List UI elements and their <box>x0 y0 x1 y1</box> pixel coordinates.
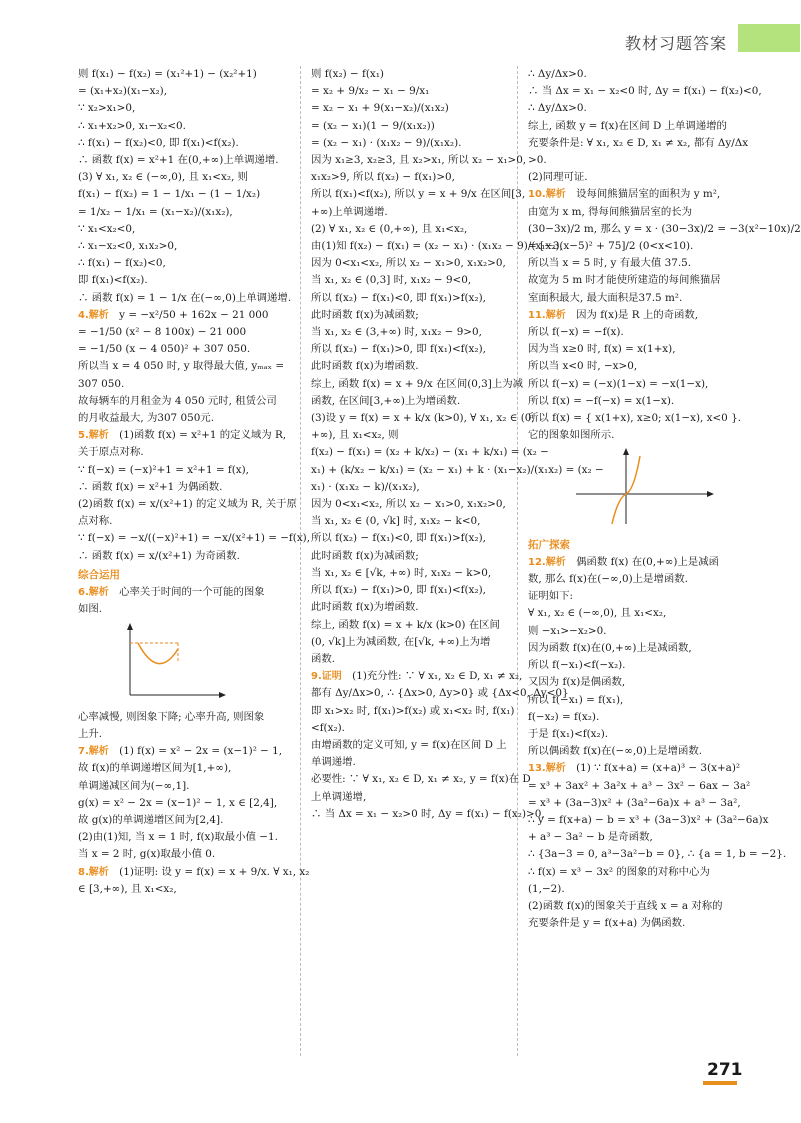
text-line <box>528 898 740 915</box>
text-line <box>78 410 288 427</box>
text-line <box>528 221 801 238</box>
text-line <box>528 83 762 100</box>
text-line <box>78 548 288 565</box>
line-text: 即 f(x₁)<f(x₂). <box>78 274 148 287</box>
page-number: 271 <box>707 1060 743 1080</box>
question-label: 7.解析 <box>78 746 109 758</box>
text-line <box>528 118 740 135</box>
text-line <box>311 135 521 152</box>
line-text: 则 −x₁>−x₂>0. <box>528 624 607 637</box>
odd-function-figure-svg <box>568 446 718 526</box>
text-line <box>528 135 749 152</box>
question-line <box>78 307 288 324</box>
line-text: (1)充分性: ∵ ∀ x₁, x₂ ∈ D, x₁ ≠ x₂, <box>352 670 523 683</box>
line-text: 因为 0<x₁<x₂, 所以 x₂ − x₁>0, x₁x₂>0, <box>311 498 506 511</box>
text-line <box>528 66 740 83</box>
question-label: 13.解析 <box>528 763 566 775</box>
line-text: f(x₂) − f(x₁) = (x₂ + k/x₂) − (x₁ + k/x₁) = (x₂ − <box>311 446 549 459</box>
text-line <box>311 152 527 169</box>
text-line <box>78 881 288 898</box>
line-text: 证明如下: <box>528 590 574 603</box>
question-line <box>528 186 740 203</box>
text-line <box>311 651 521 668</box>
line-text: ∴ 函数 f(x) = x²+1 在(0,+∞)上单调递增. <box>78 154 279 167</box>
page-number-underline <box>703 1081 737 1085</box>
text-line <box>311 634 521 651</box>
text-line <box>78 513 288 530</box>
text-line <box>528 204 740 221</box>
line-text: = 1/x₂ − 1/x₁ = (x₁−x₂)/(x₁x₂), <box>78 205 233 218</box>
line-text: ∴ Δy/Δx>0. <box>528 102 587 115</box>
line-text: 它的图象如图所示. <box>528 429 615 442</box>
question-label: 5.解析 <box>78 430 109 442</box>
text-line <box>78 709 288 726</box>
line-text: 则 f(x₂) − f(x₁) <box>311 68 384 80</box>
line-text: 综上, 函数 y = f(x)在区间 D 上单调递增的 <box>528 119 727 132</box>
text-line <box>78 100 288 117</box>
text-line <box>528 152 740 169</box>
text-line <box>311 324 521 341</box>
text-line <box>528 829 740 846</box>
line-text: 此时函数 f(x)为减函数; <box>311 549 419 562</box>
line-text: +∞)上单调递增. <box>311 205 388 218</box>
line-text: = x³ + 3ax² + 3a²x + a³ − 3x² − 6ax − 3a² <box>528 779 751 792</box>
line-text: = x³ + (3a−3)x² + (3a²−6a)x + a³ − 3a², <box>528 796 741 809</box>
line-text: 综上, 函数 f(x) = x + 9/x 在区间(0,3]上为减 <box>311 377 524 390</box>
line-text: (3)设 y = f(x) = x + k/x (k>0), ∀ x₁, x₂ ∈ (0, <box>311 412 535 425</box>
column-divider-left <box>300 66 301 1056</box>
text-line <box>311 462 604 479</box>
line-text: 因为 f(x)是 R 上的奇函数, <box>576 308 699 321</box>
line-text: <f(x₂). <box>311 721 345 734</box>
line-text: 所以 f(x₂) − f(x₁)<0, 即 f(x₁)>f(x₂), <box>311 291 486 304</box>
text-line <box>78 186 288 203</box>
line-text: 故每辆车的月租金为 4 050 元时, 租赁公司 <box>78 394 277 407</box>
text-line <box>528 726 740 743</box>
line-text: ∴ 函数 f(x) = 1 − 1/x 在(−∞,0)上单调递增. <box>78 291 292 304</box>
text-line <box>528 674 740 691</box>
line-text: 所以 f(x) = −f(−x) = x(1−x). <box>528 394 675 407</box>
text-line <box>78 238 288 255</box>
line-text: 因为当 x≥0 时, f(x) = x(1+x), <box>528 343 676 356</box>
line-text: 的月收益最大, 为307 050元. <box>78 412 215 425</box>
line-text: 所以当 x = 4 050 时, y 取得最大值, yₘₐₓ = <box>78 360 285 373</box>
line-text: = [−3(x−5)² + 75]/2 (0<x<10). <box>528 240 694 253</box>
line-text: 所以 f(x₂) − f(x₁)>0, 即 f(x₁)<f(x₂), <box>311 343 486 356</box>
line-text: 因为 x₁≥3, x₂≥3, 且 x₂>x₁, 所以 x₂ − x₁>0, <box>311 154 527 167</box>
line-text: ∵ f(−x) = (−x)²+1 = x²+1 = f(x), <box>78 463 249 476</box>
line-text: 故 f(x)的单调递增区间为[1,+∞), <box>78 762 232 775</box>
line-text: 当 x = 2 时, g(x)取最小值 0. <box>78 848 216 861</box>
header-title: 教材习题答案 <box>625 34 728 53</box>
line-text: 所以当 x<0 时, −x>0, <box>528 360 638 373</box>
text-line <box>78 341 288 358</box>
text-line <box>311 255 521 272</box>
text-line <box>528 881 740 898</box>
line-text: ∴ y = f(x+a) − b = x³ + (3a−3)x² + (3a²−6a)x <box>528 813 769 826</box>
line-text: ∵ x₂>x₁>0, <box>78 102 136 115</box>
line-text: = x₂ − x₁ + 9(x₁−x₂)/(x₁x₂) <box>311 102 449 115</box>
line-text: 当 x₁, x₂ ∈ (0,3] 时, x₁x₂ − 9<0, <box>311 274 472 287</box>
text-line <box>311 341 521 358</box>
text-line <box>311 83 521 100</box>
text-line <box>78 290 292 307</box>
line-text: (2)函数 f(x)的图象关于直线 x = a 对称的 <box>528 899 723 912</box>
column-3 <box>528 66 801 932</box>
question-line <box>311 668 521 685</box>
text-line <box>78 812 288 829</box>
text-line <box>528 778 751 795</box>
line-text: ∴ {3a−3 = 0, a³−3a²−b = 0}, ∴ {a = 1, b = −2}. <box>528 848 787 861</box>
line-text: 所以 f(−x) = (−x)(1−x) = −x(1−x), <box>528 377 709 390</box>
question-label: 10.解析 <box>528 189 566 201</box>
line-text: 单调递减区间为(−∞,1]. <box>78 779 190 792</box>
line-text: = −1/50 (x² − 8 100x) − 21 000 <box>78 326 247 339</box>
text-line <box>311 737 521 754</box>
line-text: 此时函数 f(x)为减函数; <box>311 308 419 321</box>
line-text: 充要条件是 y = f(x+a) 为偶函数. <box>528 917 686 930</box>
line-text: 即 x₁>x₂ 时, f(x₁)>f(x₂) 或 x₁<x₂ 时, f(x₁) <box>311 704 515 717</box>
line-text: 单调递增. <box>311 756 356 769</box>
line-text: (3) ∀ x₁, x₂ ∈ (−∞,0), 且 x₁<x₂, 则 <box>78 171 248 184</box>
line-text: 于是 f(x₁)<f(x₂). <box>528 727 609 740</box>
text-line <box>528 709 740 726</box>
text-line <box>311 118 521 135</box>
text-line <box>78 829 288 846</box>
line-text: (2)函数 f(x) = x/(x²+1) 的定义域为 R, 关于原 <box>78 498 297 511</box>
text-line <box>528 272 740 289</box>
text-line <box>78 795 288 812</box>
text-line <box>528 795 740 812</box>
text-line <box>311 806 545 823</box>
line-text: 心率关于时间的一个可能的图象 <box>119 586 265 599</box>
text-line <box>311 410 535 427</box>
text-line <box>528 605 740 622</box>
text-line <box>528 657 740 674</box>
text-line <box>78 66 288 83</box>
line-text: +∞), 且 x₁<x₂, 则 <box>311 429 399 442</box>
question-line <box>78 743 288 760</box>
line-text: y = −x²/50 + 162x − 21 000 <box>119 308 269 321</box>
line-text: 由增函数的定义可知, y = f(x)在区间 D 上 <box>311 738 507 751</box>
question-line <box>78 427 288 444</box>
question-label: 4.解析 <box>78 309 109 321</box>
line-text: 数, 那么 f(x)在(−∞,0)上是增函数. <box>528 573 688 586</box>
line-text: 所以 f(x₂) − f(x₁)>0, 即 f(x₁)<f(x₂), <box>311 584 486 597</box>
text-line <box>78 530 311 547</box>
text-line <box>311 204 521 221</box>
column-1 <box>78 66 311 898</box>
text-line <box>311 582 521 599</box>
text-line <box>78 462 288 479</box>
text-line <box>311 376 524 393</box>
text-line <box>78 393 288 410</box>
line-text: ∵ f(−x) = −x/((−x)²+1) = −x/(x²+1) = −f(x), <box>78 532 311 545</box>
line-text: (1)函数 f(x) = x²+1 的定义域为 R, <box>119 429 287 442</box>
line-text: 偶函数 f(x) 在(0,+∞)上是减函 <box>576 555 720 568</box>
text-line <box>78 358 288 375</box>
text-line <box>311 393 521 410</box>
text-line <box>78 376 288 393</box>
text-line <box>78 118 288 135</box>
line-text: 故宽为 5 m 时才能使所建造的每间熊猫居 <box>528 274 721 287</box>
line-text: 则 f(x₁) − f(x₂) = (x₁²+1) − (x₂²+1) <box>78 68 257 80</box>
section-heading: 拓广探索 <box>528 538 570 551</box>
line-text: (0, √k]上为减函数, 在[√k, +∞)上为增 <box>311 635 491 648</box>
text-line <box>528 376 740 393</box>
line-text: 所以 f(x₂) − f(x₁)<0, 即 f(x₁)>f(x₂), <box>311 532 486 545</box>
line-text: 函数, 在区间[3,+∞)上为增函数. <box>311 394 461 407</box>
line-text: 如图. <box>78 603 103 616</box>
line-text: (1) ∵ f(x+a) = (x+a)³ − 3(x+a)² <box>576 762 741 775</box>
text-line <box>528 427 740 444</box>
line-text: (30−3x)/2 m, 那么 y = x · (30−3x)/2 = −3(x²−10x)/2 <box>528 222 801 235</box>
odd-function-figure <box>528 444 740 534</box>
text-line <box>311 703 521 720</box>
text-line <box>78 83 288 100</box>
line-text: ∵ x₁<x₂<0, <box>78 222 136 235</box>
text-line <box>311 771 531 788</box>
text-line <box>311 427 521 444</box>
line-text: (2)由(1)知, 当 x = 1 时, f(x)取最小值 −1. <box>78 831 278 844</box>
line-text: f(x₁) − f(x₂) = 1 − 1/x₁ − (1 − 1/x₂) <box>78 188 261 201</box>
question-label: 11.解析 <box>528 309 566 321</box>
line-text: 必要性: ∵ ∀ x₁, x₂ ∈ D, x₁ ≠ x₂, y = f(x)在 D <box>311 773 531 786</box>
line-text: (2)同理可证. <box>528 171 588 184</box>
text-line <box>311 496 521 513</box>
text-line <box>78 479 288 496</box>
line-text: 室面积最大, 最大面积是37.5 m². <box>528 291 683 304</box>
text-line <box>78 255 288 272</box>
line-text: 所以 f(−x₁)<f(−x₂). <box>528 659 626 672</box>
line-text: 所以 f(−x) = −f(x). <box>528 326 624 339</box>
question-line <box>78 584 288 601</box>
text-line <box>528 915 740 932</box>
question-label: 9.证明 <box>311 671 342 683</box>
line-text: g(x) = x² − 2x = (x−1)² − 1, x ∈ [2,4], <box>78 796 278 809</box>
line-text: 点对称. <box>78 515 113 528</box>
text-line <box>311 513 521 530</box>
text-line <box>311 444 549 461</box>
line-text: 上升. <box>78 727 103 740</box>
text-line <box>528 410 740 427</box>
text-line <box>528 393 740 410</box>
text-line <box>528 692 740 709</box>
text-line <box>311 290 521 307</box>
section-heading: 综合运用 <box>78 568 120 581</box>
line-text: ∴ 当 Δx = x₁ − x₂>0 时, Δy = f(x₁) − f(x₂)>0, <box>311 807 545 820</box>
text-line <box>78 778 288 795</box>
line-text: = x₂ + 9/x₂ − x₁ − 9/x₁ <box>311 85 430 98</box>
text-line <box>311 530 521 547</box>
line-text: 设每间熊猫居室的面积为 y m², <box>576 188 721 201</box>
line-text: ∴ x₁−x₂<0, x₁x₂>0, <box>78 240 178 253</box>
text-line <box>78 496 297 513</box>
text-line <box>78 169 288 186</box>
text-line <box>311 272 521 289</box>
text-line <box>311 66 521 83</box>
line-text: (2) ∀ x₁, x₂ ∈ (0,+∞), 且 x₁<x₂, <box>311 222 468 235</box>
text-line <box>311 754 521 771</box>
line-text: = −1/50 (x − 4 050)² + 307 050. <box>78 343 251 356</box>
line-text: 关于原点对称. <box>78 446 144 459</box>
line-text: 都有 Δy/Δx>0, ∴ {Δx>0, Δy>0} 或 {Δx<0, Δy<0} <box>311 687 569 700</box>
text-line <box>528 358 740 375</box>
text-line <box>78 221 288 238</box>
line-text: 此时函数 f(x)为增函数. <box>311 360 419 373</box>
line-text: 心率减慢, 则图象下降; 心率升高, 则图象 <box>78 710 265 723</box>
text-line <box>78 324 288 341</box>
line-text: 所以当 x = 5 时, y 有最大值 37.5. <box>528 257 692 270</box>
text-line <box>311 617 521 634</box>
text-line <box>311 599 521 616</box>
text-line <box>78 846 288 863</box>
line-text: 当 x₁, x₂ ∈ (3,+∞) 时, x₁x₂ − 9>0, <box>311 326 482 339</box>
line-text: = (x₂ − x₁) · (x₁x₂ − 9)/(x₁x₂). <box>311 136 462 149</box>
line-text: 函数. <box>311 652 336 665</box>
text-line <box>311 548 521 565</box>
line-text: 307 050. <box>78 377 125 390</box>
question-line <box>78 864 310 881</box>
line-text: 所以 f(−x₁) = f(x₁), <box>528 693 624 706</box>
text-line <box>78 726 288 743</box>
line-text: 当 x₁, x₂ ∈ [√k, +∞) 时, x₁x₂ − k>0, <box>311 566 492 579</box>
line-text: x₁x₂>9, 所以 f(x₂) − f(x₁)>0, <box>311 171 455 184</box>
text-line <box>311 685 569 702</box>
text-line <box>311 789 521 806</box>
line-text: + a³ − 3a² − b 是奇函数, <box>528 831 653 844</box>
text-line <box>528 169 740 186</box>
text-line <box>528 571 740 588</box>
line-text: 由宽为 x m, 得每间熊猫居室的长为 <box>528 205 693 218</box>
text-line <box>311 565 521 582</box>
text-line <box>528 324 740 341</box>
line-text: (1,−2). <box>528 882 565 895</box>
heart-rate-figure <box>78 619 288 709</box>
line-text: ∴ f(x) = x³ − 3x² 的图象的对称中心为 <box>528 865 710 878</box>
header-accent-tab <box>738 24 800 52</box>
line-text: x₁) · (x₁x₂ − k)/(x₁x₂), <box>311 480 420 493</box>
text-line <box>78 272 288 289</box>
question-label: 12.解析 <box>528 556 566 568</box>
text-line <box>528 640 740 657</box>
line-text: ∈ [3,+∞), 且 x₁<x₂, <box>78 882 177 895</box>
line-text: 所以 f(x₁)<f(x₂), 所以 y = x + 9/x 在区间[3, <box>311 188 526 201</box>
text-line <box>528 341 740 358</box>
line-text: 故 g(x)的单调递增区间为[2,4]. <box>78 813 224 826</box>
line-text: 所以 f(x) = { x(1+x), x≥0; x(1−x), x<0 }. <box>528 412 741 425</box>
text-line <box>78 135 288 152</box>
text-line <box>528 238 740 255</box>
text-line <box>528 846 787 863</box>
line-text: 充要条件是: ∀ x₁, x₂ ∈ D, x₁ ≠ x₂, 都有 Δy/Δx <box>528 136 749 149</box>
line-text: 上单调递增, <box>311 790 367 803</box>
line-text: 由(1)知 f(x₂) − f(x₁) = (x₂ − x₁) · (x₁x₂ − 9)/(x₁x₂), <box>311 240 563 253</box>
text-line <box>78 601 288 618</box>
text-line <box>311 238 563 255</box>
text-line <box>311 479 521 496</box>
question-line <box>528 760 740 777</box>
line-text: 此时函数 f(x)为增函数. <box>311 601 419 614</box>
line-text: ∀ x₁, x₂ ∈ (−∞,0), 且 x₁<x₂, <box>528 607 667 620</box>
line-text: ∴ 函数 f(x) = x²+1 为偶函数. <box>78 480 223 493</box>
line-text: f(−x₂) = f(x₂). <box>528 710 600 723</box>
line-text: ∴ x₁+x₂>0, x₁−x₂<0. <box>78 119 186 132</box>
text-line <box>528 588 740 605</box>
line-text: = (x₂ − x₁)(1 − 9/(x₁x₂)) <box>311 119 435 132</box>
line-text: ∴ f(x₁) − f(x₂)<0, 即 f(x₁)<f(x₂). <box>78 136 239 149</box>
line-text: >0. <box>528 154 547 167</box>
text-line <box>311 186 526 203</box>
line-text: ∴ 当 Δx = x₁ − x₂<0 时, Δy = f(x₁) − f(x₂)<0, <box>528 85 762 98</box>
text-line <box>528 623 740 640</box>
text-line <box>528 255 740 272</box>
line-text: 所以偶函数 f(x)在(−∞,0)上是增函数. <box>528 745 703 758</box>
line-text: 又因为 f(x)是偶函数, <box>528 676 626 689</box>
text-line <box>311 720 521 737</box>
text-line <box>311 100 521 117</box>
text-line <box>528 812 769 829</box>
text-line <box>78 152 288 169</box>
text-line <box>311 358 521 375</box>
line-text: 当 x₁, x₂ ∈ (0, √k] 时, x₁x₂ − k<0, <box>311 515 481 528</box>
text-line <box>78 204 288 221</box>
text-line <box>528 864 740 881</box>
line-text: = (x₁+x₂)(x₁−x₂), <box>78 85 168 98</box>
text-line <box>311 307 521 324</box>
line-text: ∴ 函数 f(x) = x/(x²+1) 为奇函数. <box>78 549 240 562</box>
text-line <box>78 444 288 461</box>
text-line <box>528 290 740 307</box>
text-line <box>528 743 740 760</box>
line-text: 因为 0<x₁<x₂, 所以 x₂ − x₁>0, x₁x₂>0, <box>311 257 506 270</box>
question-line <box>528 554 740 571</box>
line-text: ∴ f(x₁) − f(x₂)<0, <box>78 257 166 270</box>
text-line <box>311 221 521 238</box>
heart-rate-figure-svg <box>118 621 228 701</box>
text-line <box>528 100 740 117</box>
line-text: ∴ Δy/Δx>0. <box>528 68 587 80</box>
line-text: 综上, 函数 f(x) = x + k/x (k>0) 在区间 <box>311 618 500 631</box>
line-text: 因为函数 f(x)在(0,+∞)上是减函数, <box>528 641 692 654</box>
line-text: (1)证明: 设 y = f(x) = x + 9/x. ∀ x₁, x₂ <box>119 865 310 878</box>
question-line <box>528 307 740 324</box>
question-label: 6.解析 <box>78 587 109 599</box>
line-text: x₁) + (k/x₂ − k/x₁) = (x₂ − x₁) + k · (x₁−x₂)/(x₁x₂) = (x₂ − <box>311 463 604 476</box>
question-label: 8.解析 <box>78 866 109 878</box>
text-line <box>78 760 288 777</box>
line-text: (1) f(x) = x² − 2x = (x−1)² − 1, <box>119 745 283 758</box>
text-line <box>311 169 521 186</box>
